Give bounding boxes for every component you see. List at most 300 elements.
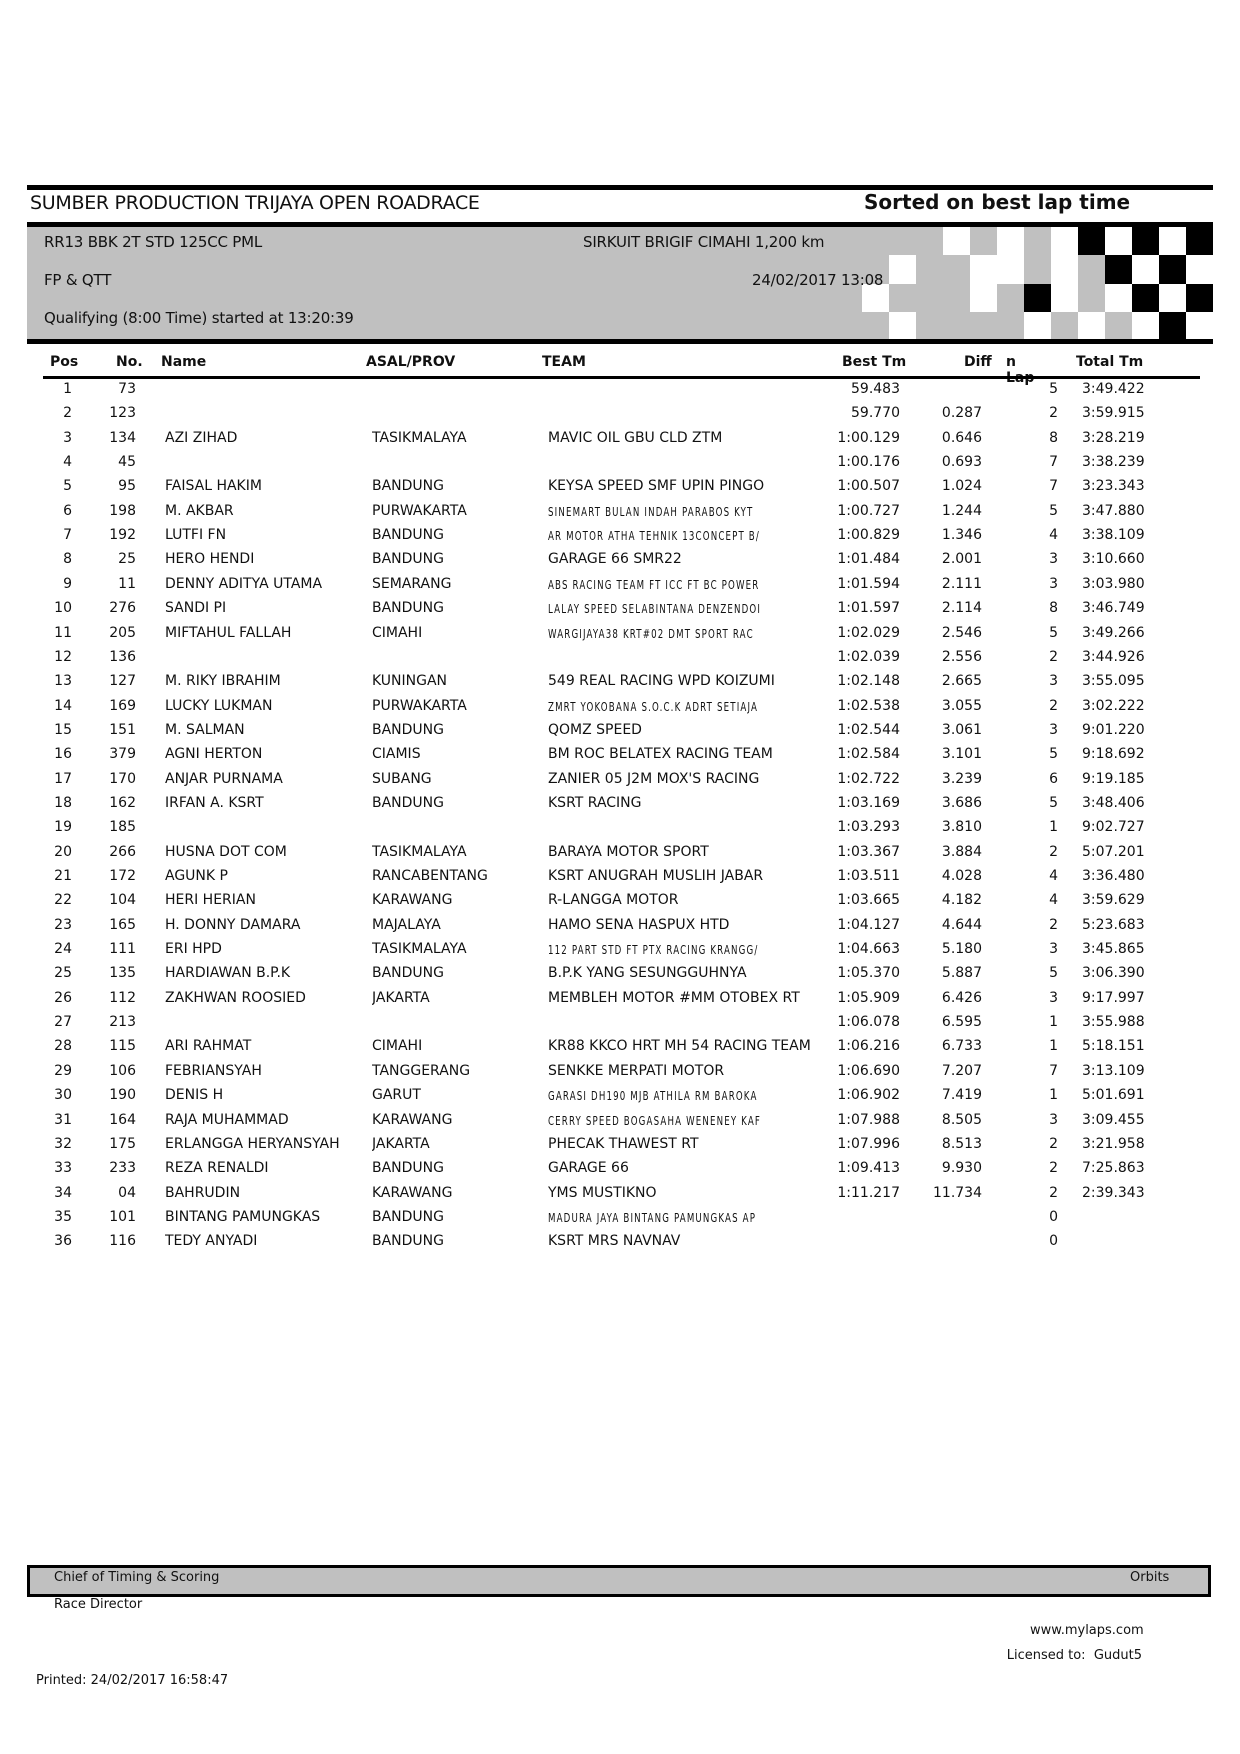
flag-square (1024, 227, 1051, 256)
cell-pos: 34 (54, 1184, 72, 1201)
cell-total: 3:10.660 (1082, 551, 1145, 568)
cell-pos: 1 (63, 381, 72, 397)
cell-pos: 3 (63, 429, 72, 446)
cell-no: 170 (109, 770, 136, 787)
cell-total: 3:21.958 (1082, 1135, 1145, 1152)
flag-square (1132, 284, 1159, 313)
cell-best: 1:03.367 (837, 843, 900, 860)
cell-no: 205 (109, 624, 136, 641)
cell-lap: 3 (1049, 989, 1058, 1006)
cell-best: 1:00.829 (837, 527, 900, 544)
cell-diff: 7.207 (941, 1062, 982, 1079)
cell-pos: 13 (54, 673, 72, 690)
table-row (0, 478, 1240, 502)
cell-diff: 2.546 (941, 624, 982, 641)
table-row (0, 1014, 1240, 1038)
cell-team: HAMO SENA HASPUX HTD (548, 916, 730, 933)
cell-team: MAVIC OIL GBU CLD ZTM (548, 429, 723, 446)
cell-best: 1:06.690 (837, 1062, 900, 1079)
cell-total: 3:06.390 (1082, 965, 1145, 982)
cell-no: 198 (109, 502, 136, 519)
cell-name: M. AKBAR (165, 502, 234, 519)
orbits-label: Orbits (1130, 1570, 1170, 1585)
flag-square (1159, 255, 1186, 284)
cell-name: RAJA MUHAMMAD (165, 1111, 289, 1128)
cell-best: 1:07.988 (837, 1111, 900, 1128)
cell-asal: KARAWANG (372, 1184, 453, 1201)
cell-best: 1:02.538 (837, 697, 900, 714)
table-row (0, 868, 1240, 892)
cell-name: M. SALMAN (165, 721, 245, 738)
cell-pos: 6 (63, 502, 72, 519)
cell-best: 1:03.169 (837, 794, 900, 811)
cell-pos: 10 (54, 600, 72, 617)
cell-asal: BANDUNG (372, 965, 445, 982)
cell-best: 1:04.127 (837, 916, 900, 933)
cell-asal: CIMAHI (372, 1038, 423, 1055)
cell-asal: CIMAHI (372, 624, 423, 641)
flag-square (862, 227, 889, 256)
flag-square (1078, 255, 1105, 284)
cell-best: 1:02.029 (837, 624, 900, 641)
cell-lap: 1 (1049, 819, 1058, 836)
flag-square (889, 284, 916, 313)
flag-square (889, 227, 916, 256)
cell-team: GARAGE 66 (548, 1160, 629, 1177)
flag-square (1024, 284, 1051, 313)
cell-lap: 6 (1049, 770, 1058, 787)
cell-no: 116 (109, 1233, 136, 1250)
cell-diff: 0.646 (941, 429, 982, 446)
flag-square (1024, 255, 1051, 284)
flag-square (1186, 284, 1213, 313)
website-link[interactable]: www.mylaps.com (1030, 1623, 1144, 1638)
cell-name: HUSNA DOT COM (165, 843, 287, 860)
cell-name: FAISAL HAKIM (165, 478, 262, 495)
flag-square (916, 312, 943, 341)
cell-no: 25 (118, 551, 136, 568)
cell-best: 1:02.722 (837, 770, 900, 787)
cell-best: 1:06.078 (837, 1014, 900, 1031)
cell-total: 3:36.480 (1082, 868, 1145, 884)
table-row (0, 746, 1240, 770)
cell-name: TEDY ANYADI (165, 1233, 258, 1250)
cell-lap: 3 (1049, 551, 1058, 568)
cell-name: REZA RENALDI (165, 1160, 269, 1177)
cell-total: 3:59.629 (1082, 892, 1145, 909)
cell-name: HERO HENDI (165, 551, 255, 568)
cell-lap: 7 (1049, 1062, 1058, 1079)
cell-asal: KUNINGAN (372, 673, 448, 690)
cell-total: 3:28.219 (1082, 429, 1145, 446)
cell-diff: 0.693 (941, 454, 982, 471)
cell-lap: 5 (1049, 502, 1058, 519)
cell-total: 3:55.095 (1082, 673, 1145, 690)
flag-square (1132, 255, 1159, 284)
table-row (0, 892, 1240, 916)
flag-square (835, 227, 862, 256)
cell-diff: 11.734 (933, 1184, 982, 1201)
cell-pos: 12 (54, 648, 72, 665)
table-row (0, 795, 1240, 819)
cell-asal: KARAWANG (372, 892, 453, 909)
printed-timestamp: Printed: 24/02/2017 16:58:47 (36, 1673, 229, 1688)
cell-diff: 6.426 (941, 989, 982, 1006)
cell-diff: 8.513 (941, 1135, 982, 1152)
flag-square (970, 227, 997, 256)
cell-diff: 2.111 (941, 575, 982, 592)
col-header-diff: Diff (964, 354, 992, 370)
cell-diff: 3.061 (941, 721, 982, 738)
flag-square (997, 227, 1024, 256)
col-header-best: Best Tm (842, 354, 907, 370)
cell-pos: 19 (54, 819, 72, 836)
cell-lap: 0 (1049, 1233, 1058, 1250)
cell-lap: 2 (1049, 916, 1058, 933)
cell-pos: 29 (54, 1062, 72, 1079)
cell-asal: PURWAKARTA (372, 697, 467, 714)
table-row (0, 600, 1240, 624)
flag-square (1132, 312, 1159, 341)
cell-asal: BANDUNG (372, 794, 445, 811)
cell-asal: JAKARTA (372, 989, 430, 1006)
cell-name: HERI HERIAN (165, 892, 256, 909)
cell-lap: 0 (1049, 1208, 1058, 1225)
cell-name: IRFAN A. KSRT (165, 794, 264, 811)
cell-pos: 36 (54, 1233, 72, 1250)
cell-team: GARASI DH190 MJB ATHILA RM BAROKA (548, 1089, 758, 1104)
cell-asal: PURWAKARTA (372, 502, 467, 519)
cell-asal: KARAWANG (372, 1111, 453, 1128)
cell-lap: 5 (1049, 624, 1058, 641)
cell-no: 106 (109, 1062, 136, 1079)
table-row (0, 381, 1240, 405)
cell-total: 3:13.109 (1082, 1062, 1145, 1079)
cell-team: SINEMART BULAN INDAH PARABOS KYT (548, 504, 754, 519)
cell-name: ERLANGGA HERYANSYAH (165, 1135, 340, 1152)
table-row (0, 965, 1240, 989)
cell-asal: SEMARANG (372, 575, 452, 592)
cell-no: 115 (109, 1038, 136, 1055)
cell-no: 379 (109, 746, 136, 763)
cell-team: KEYSA SPEED SMF UPIN PINGO (548, 478, 765, 495)
flag-square (1159, 312, 1186, 341)
cell-lap: 3 (1049, 1111, 1058, 1128)
flag-square (1186, 227, 1213, 256)
cell-diff: 5.887 (941, 965, 982, 982)
cell-pos: 17 (54, 770, 72, 787)
cell-total: 3:55.988 (1082, 1014, 1145, 1031)
cell-total: 3:48.406 (1082, 794, 1145, 811)
cell-best: 1:02.148 (837, 673, 900, 690)
cell-no: 164 (109, 1111, 136, 1128)
cell-asal: TASIKMALAYA (372, 429, 467, 446)
circuit-name: SIRKUIT BRIGIF CIMAHI 1,200 km (583, 233, 825, 251)
col-header-pos: Pos (50, 354, 79, 370)
cell-total: 9:01.220 (1082, 721, 1145, 738)
flag-square (970, 312, 997, 341)
table-row (0, 551, 1240, 575)
cell-name: SANDI PI (165, 600, 227, 617)
cell-lap: 3 (1049, 721, 1058, 738)
cell-no: 136 (109, 648, 136, 665)
cell-asal: TANGGERANG (372, 1062, 471, 1079)
cell-team: PHECAK THAWEST RT (548, 1135, 699, 1152)
cell-best: 1:07.996 (837, 1135, 900, 1152)
cell-best: 1:03.293 (837, 819, 900, 836)
cell-asal: CIAMIS (372, 746, 421, 763)
cell-no: 112 (109, 989, 136, 1006)
cell-lap: 5 (1049, 746, 1058, 763)
chief-timing-label: Chief of Timing & Scoring (54, 1570, 220, 1585)
cell-name: LUTFI FN (165, 527, 227, 544)
cell-diff: 4.028 (941, 868, 982, 884)
cell-team: SENKKE MERPATI MOTOR (548, 1062, 725, 1079)
cell-pos: 15 (54, 721, 72, 738)
cell-pos: 24 (54, 941, 72, 958)
cell-pos: 4 (63, 454, 72, 471)
cell-no: 104 (109, 892, 136, 909)
flag-square (1132, 227, 1159, 256)
cell-team: BARAYA MOTOR SPORT (548, 843, 709, 860)
cell-total: 2:39.343 (1082, 1184, 1145, 1201)
table-row (0, 819, 1240, 843)
race-director-label: Race Director (54, 1597, 143, 1612)
cell-name: ARI RAHMAT (165, 1038, 252, 1055)
cell-lap: 4 (1049, 527, 1058, 544)
cell-pos: 9 (63, 575, 72, 592)
cell-diff: 3.055 (941, 697, 982, 714)
cell-best: 1:00.727 (837, 502, 900, 519)
cell-best: 59.770 (851, 405, 900, 422)
cell-lap: 2 (1049, 1184, 1058, 1201)
table-row (0, 941, 1240, 965)
table-row (0, 844, 1240, 868)
cell-pos: 2 (63, 405, 72, 422)
cell-team: BM ROC BELATEX RACING TEAM (548, 746, 773, 763)
flag-square (943, 227, 970, 256)
flag-square (997, 312, 1024, 341)
sort-label: Sorted on best lap time (864, 190, 1131, 214)
cell-total: 3:47.880 (1082, 502, 1145, 519)
cell-pos: 33 (54, 1160, 72, 1177)
flag-square (916, 284, 943, 313)
cell-asal: MAJALAYA (372, 916, 441, 933)
cell-diff: 4.644 (941, 916, 982, 933)
cell-diff: 3.884 (941, 843, 982, 860)
flag-square (1078, 312, 1105, 341)
cell-name: AGNI HERTON (165, 746, 263, 763)
cell-asal: BANDUNG (372, 1160, 445, 1177)
cell-pos: 20 (54, 843, 72, 860)
cell-lap: 7 (1049, 478, 1058, 495)
cell-lap: 4 (1049, 892, 1058, 909)
cell-lap: 5 (1049, 381, 1058, 397)
cell-lap: 2 (1049, 1160, 1058, 1177)
cell-lap: 4 (1049, 868, 1058, 884)
cell-asal: BANDUNG (372, 1233, 445, 1250)
cell-pos: 11 (54, 624, 72, 641)
cell-lap: 1 (1049, 1038, 1058, 1055)
cell-no: 172 (109, 868, 136, 884)
cell-lap: 2 (1049, 843, 1058, 860)
flag-square (835, 312, 862, 341)
cell-pos: 25 (54, 965, 72, 982)
table-row (0, 1209, 1240, 1233)
flag-square (1105, 255, 1132, 284)
table-row (0, 503, 1240, 527)
flag-square (970, 284, 997, 313)
cell-name: BAHRUDIN (165, 1184, 241, 1201)
cell-no: 165 (109, 916, 136, 933)
cell-no: 95 (118, 478, 136, 495)
table-row (0, 673, 1240, 697)
cell-lap: 2 (1049, 405, 1058, 422)
cell-asal: BANDUNG (372, 527, 445, 544)
table-row (0, 1233, 1240, 1257)
cell-asal: BANDUNG (372, 478, 445, 495)
table-row (0, 1160, 1240, 1184)
table-row (0, 771, 1240, 795)
cell-no: 213 (109, 1014, 136, 1031)
cell-name: DENNY ADITYA UTAMA (165, 575, 323, 592)
cell-asal: RANCABENTANG (372, 868, 488, 884)
cell-team: ABS RACING TEAM FT ICC FT BC POWER (548, 577, 760, 592)
cell-name: ANJAR PURNAMA (165, 770, 283, 787)
table-row (0, 1038, 1240, 1062)
cell-diff: 1.244 (941, 502, 982, 519)
cell-no: 73 (118, 381, 136, 397)
cell-asal: BANDUNG (372, 551, 445, 568)
cell-asal: BANDUNG (372, 1208, 445, 1225)
cell-lap: 3 (1049, 941, 1058, 958)
flag-square (1186, 255, 1213, 284)
cell-lap: 2 (1049, 1135, 1058, 1152)
class-name: RR13 BBK 2T STD 125CC PML (44, 233, 263, 251)
flag-square (889, 255, 916, 284)
cell-best: 1:09.413 (837, 1160, 900, 1177)
table-row (0, 1087, 1240, 1111)
cell-total: 5:07.201 (1082, 843, 1145, 860)
cell-lap: 7 (1049, 454, 1058, 471)
cell-diff: 6.733 (941, 1038, 982, 1055)
cell-name: ERI HPD (165, 941, 222, 958)
cell-diff: 5.180 (941, 941, 982, 958)
cell-no: 134 (109, 429, 136, 446)
cell-total: 5:18.151 (1082, 1038, 1145, 1055)
cell-total: 3:38.239 (1082, 454, 1145, 471)
cell-no: 192 (109, 527, 136, 544)
cell-best: 59.483 (851, 381, 900, 397)
cell-best: 1:01.597 (837, 600, 900, 617)
cell-team: YMS MUSTIKNO (548, 1184, 657, 1201)
cell-total: 3:09.455 (1082, 1111, 1145, 1128)
cell-total: 9:17.997 (1082, 989, 1145, 1006)
cell-lap: 3 (1049, 673, 1058, 690)
flag-square (1051, 284, 1078, 313)
cell-best: 1:00.507 (837, 478, 900, 495)
session-name: FP & QTT (44, 271, 112, 289)
col-header-asal: ASAL/PROV (366, 354, 456, 370)
cell-total: 3:59.915 (1082, 405, 1145, 422)
cell-lap: 1 (1049, 1087, 1058, 1104)
col-header-total: Total Tm (1076, 354, 1144, 370)
cell-team: CERRY SPEED BOGASAHA WENENEY KAF (548, 1113, 762, 1128)
cell-name: AZI ZIHAD (165, 429, 238, 446)
flag-square (1186, 312, 1213, 341)
cell-lap: 3 (1049, 575, 1058, 592)
table-row (0, 990, 1240, 1014)
cell-team: LALAY SPEED SELABINTANA DENZENDOI (548, 602, 762, 617)
flag-square (1159, 284, 1186, 313)
cell-pos: 16 (54, 746, 72, 763)
cell-team: R-LANGGA MOTOR (548, 892, 679, 909)
cell-asal: SUBANG (372, 770, 432, 787)
cell-name: ZAKHWAN ROOSIED (165, 989, 306, 1006)
cell-pos: 5 (63, 478, 72, 495)
cell-team: ZANIER 05 J2M MOX'S RACING (548, 770, 760, 787)
cell-no: 266 (109, 843, 136, 860)
cell-total: 3:23.343 (1082, 478, 1145, 495)
cell-total: 9:19.185 (1082, 770, 1145, 787)
cell-lap: 2 (1049, 648, 1058, 665)
cell-asal: GARUT (372, 1087, 421, 1104)
cell-name: M. RIKY IBRAHIM (165, 673, 281, 690)
cell-total: 9:02.727 (1082, 819, 1145, 836)
cell-best: 1:04.663 (837, 941, 900, 958)
cell-best: 1:01.594 (837, 575, 900, 592)
cell-no: 135 (109, 965, 136, 982)
cell-name: AGUNK P (165, 868, 228, 884)
flag-square (1078, 284, 1105, 313)
cell-total: 3:46.749 (1082, 600, 1145, 617)
table-row (0, 527, 1240, 551)
cell-lap: 8 (1049, 429, 1058, 446)
cell-name: BINTANG PAMUNGKAS (165, 1208, 321, 1225)
cell-team: KR88 KKCO HRT MH 54 RACING TEAM (548, 1038, 811, 1055)
cell-team: QOMZ SPEED (548, 721, 642, 738)
cell-team: 549 REAL RACING WPD KOIZUMI (548, 673, 775, 690)
cell-total: 3:02.222 (1082, 697, 1145, 714)
cell-best: 1:03.511 (837, 868, 900, 884)
cell-name: H. DONNY DAMARA (165, 916, 301, 933)
qualifying-info: Qualifying (8:00 Time) started at 13:20:39 (44, 309, 354, 327)
cell-diff: 3.239 (941, 770, 982, 787)
cell-team: B.P.K YANG SESUNGGUHNYA (548, 965, 747, 982)
cell-team: KSRT MRS NAVNAV (548, 1233, 681, 1250)
cell-pos: 30 (54, 1087, 72, 1104)
cell-pos: 8 (63, 551, 72, 568)
checkered-flag-icon (835, 227, 1213, 339)
cell-lap: 5 (1049, 794, 1058, 811)
event-title: SUMBER PRODUCTION TRIJAYA OPEN ROADRACE (30, 192, 480, 214)
cell-team: GARAGE 66 SMR22 (548, 551, 682, 568)
cell-diff: 1.024 (941, 478, 982, 495)
panel-rule (27, 339, 1213, 344)
cell-lap: 8 (1049, 600, 1058, 617)
cell-best: 1:05.909 (837, 989, 900, 1006)
flag-square (1105, 312, 1132, 341)
cell-best: 1:02.039 (837, 648, 900, 665)
cell-no: 111 (109, 941, 136, 958)
flag-square (1051, 255, 1078, 284)
cell-no: 190 (109, 1087, 136, 1104)
table-row (0, 1136, 1240, 1160)
cell-diff: 8.505 (941, 1111, 982, 1128)
cell-diff: 2.665 (941, 673, 982, 690)
session-datetime: 24/02/2017 13:08 (752, 271, 884, 289)
cell-no: 127 (109, 673, 136, 690)
